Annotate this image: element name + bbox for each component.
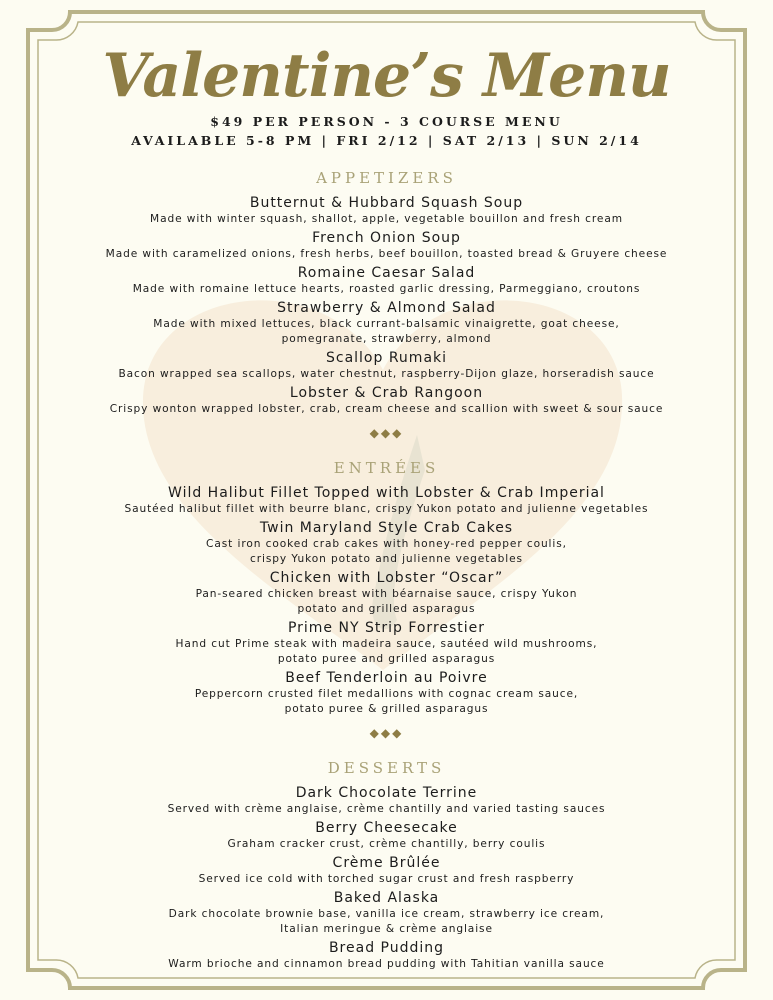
- menu-item: [60, 619, 713, 667]
- menu-item: [60, 384, 713, 417]
- section-title: APPETIZERS: [316, 169, 457, 187]
- diamond-divider-icon: ◆◆◆: [369, 426, 404, 440]
- menu-title: Valentine’s Menu: [102, 41, 671, 111]
- item-name: French Onion Soup: [312, 230, 461, 246]
- item-name: Butternut & Hubbard Squash Soup: [249, 195, 524, 211]
- menu-item: [60, 484, 713, 517]
- menu-item: [60, 669, 713, 717]
- menu-item: [60, 519, 713, 567]
- item-name: Wild Halibut Fillet Topped with Lobster & Crab Imperial: [168, 485, 605, 501]
- item-description: Made with caramelized onions, fresh herbs, beef bouillon, toasted bread & Gruyere cheese: [105, 248, 668, 260]
- menu-item: [60, 854, 713, 887]
- diamond-divider-icon: ◆◆◆: [369, 726, 404, 740]
- menu-item: [60, 229, 713, 262]
- menu-item: [60, 939, 713, 972]
- menu-item: [60, 299, 713, 347]
- menu-item: [60, 349, 713, 382]
- item-name: Dark Chocolate Terrine: [295, 785, 478, 801]
- item-description: Made with mixed lettuces, black currant-balsamic vinaigrette, goat cheese, pomegranate, strawberry, almond: [153, 318, 620, 345]
- item-name: Beef Tenderloin au Poivre: [285, 670, 488, 686]
- item-description: Made with romaine lettuce hearts, roasted garlic dressing, Parmeggiano, croutons: [132, 283, 641, 295]
- item-name: Baked Alaska: [333, 890, 440, 906]
- item-name: Strawberry & Almond Salad: [277, 300, 496, 316]
- item-name: Chicken with Lobster “Oscar”: [269, 570, 504, 586]
- item-description: Bacon wrapped sea scallops, water chestnut, raspberry-Dijon glaze, horseradish sauce: [118, 368, 655, 380]
- price-line: $49 PER PERSON - 3 COURSE MENU: [210, 114, 563, 129]
- section-entrees: [60, 458, 713, 717]
- item-name: Twin Maryland Style Crab Cakes: [259, 520, 514, 536]
- item-description: Sautéed halibut fillet with beurre blanc, crispy Yukon potato and julienne vegetables: [124, 503, 649, 515]
- menu-item: [60, 784, 713, 817]
- menu-item: [60, 819, 713, 852]
- item-description: Hand cut Prime steak with madeira sauce, sautéed wild mushrooms, potato puree and grilled asparagus: [175, 638, 598, 665]
- item-description: Made with winter squash, shallot, apple, vegetable bouillon and fresh cream: [150, 213, 623, 225]
- item-description: Crispy wonton wrapped lobster, crab, cream cheese and scallion with sweet & sour sauce: [109, 403, 664, 415]
- item-description: Graham cracker crust, crème chantilly, berry coulis: [227, 838, 546, 850]
- availability-line: AVAILABLE 5-8 PM | FRI 2/12 | SAT 2/13 | SUN 2/14: [131, 133, 642, 148]
- section-title: DESSERTS: [327, 759, 446, 777]
- item-name: Romaine Caesar Salad: [297, 265, 476, 281]
- item-name: Scallop Rumaki: [325, 350, 448, 366]
- menu-item: [60, 264, 713, 297]
- menu-item: [60, 194, 713, 227]
- item-description: Cast iron cooked crab cakes with honey-red pepper coulis, crispy Yukon potato and julienne vegetables: [206, 538, 567, 565]
- menu-item: [60, 569, 713, 617]
- item-name: Bread Pudding: [328, 940, 445, 956]
- menu-content: [60, 40, 713, 974]
- item-description: Served with crème anglaise, crème chantilly and varied tasting sauces: [167, 803, 606, 815]
- item-description: Dark chocolate brownie base, vanilla ice cream, strawberry ice cream, Italian meringue & crème anglaise: [168, 908, 605, 935]
- section-title: ENTRÉES: [333, 459, 440, 477]
- menu-item: [60, 889, 713, 937]
- item-name: Lobster & Crab Rangoon: [289, 385, 484, 401]
- item-description: Warm brioche and cinnamon bread pudding with Tahitian vanilla sauce: [168, 958, 605, 970]
- section-appetizers: [60, 168, 713, 417]
- item-name: Prime NY Strip Forrestier: [287, 620, 486, 636]
- item-description: Peppercorn crusted filet medallions with cognac cream sauce, potato puree & grilled asparagus: [194, 688, 579, 715]
- item-description: Pan-seared chicken breast with béarnaise sauce, crispy Yukon potato and grilled asparagus: [195, 588, 578, 615]
- item-description: Served ice cold with torched sugar crust and fresh raspberry: [198, 873, 575, 885]
- item-name: Crème Brûlée: [332, 855, 441, 871]
- section-desserts: [60, 758, 713, 972]
- item-name: Berry Cheesecake: [315, 820, 458, 836]
